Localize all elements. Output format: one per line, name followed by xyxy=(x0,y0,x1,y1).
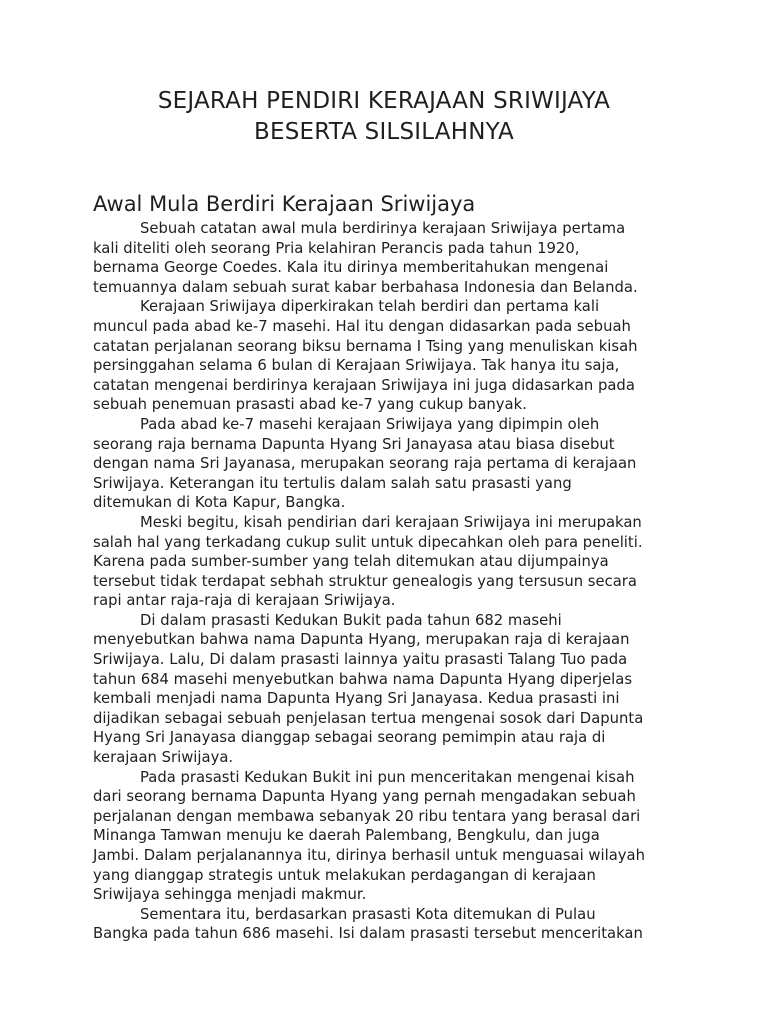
text-line: Sementara itu, berdasarkan prasasti Kota ditemukan di Pulau xyxy=(140,905,596,923)
text-line: Meski begitu, kisah pendirian dari kerajaan Sriwijaya ini merupakan xyxy=(140,513,642,531)
paragraph xyxy=(93,297,683,415)
document-title xyxy=(0,86,768,148)
text-line: Pada prasasti Kedukan Bukit ini pun menceritakan mengenai kisah xyxy=(140,768,635,786)
text-line: sebuah penemuan prasasti abad ke-7 yang cukup banyak. xyxy=(93,396,527,414)
text-line: kerajaan Sriwijaya. xyxy=(93,749,234,767)
text-line: Minanga Tamwan menuju ke daerah Palembang, Bengkulu, dan juga xyxy=(93,827,600,845)
text-line: tahun 684 masehi menyebutkan bahwa nama Dapunta Hyang diperjelas xyxy=(93,670,633,688)
text-line: Kerajaan Sriwijaya diperkirakan telah berdiri dan pertama kali xyxy=(140,298,600,316)
text-line: catatan perjalanan seorang biksu bernama I Tsing yang menuliskan kisah xyxy=(93,337,638,355)
text-line: yang dianggap strategis untuk melakukan perdagangan di kerajaan xyxy=(93,866,596,884)
text-line: Sebuah catatan awal mula berdirinya kerajaan Sriwijaya pertama xyxy=(140,220,626,237)
section-heading: Awal Mula Berdiri Kerajaan Sriwijaya xyxy=(93,192,476,216)
document-title-line: BESERTA SILSILAHNYA xyxy=(253,119,514,145)
document-title-line: SEJARAH PENDIRI KERAJAAN SRIWIJAYA xyxy=(157,88,611,114)
text-line: Karena pada sumber-sumber yang telah ditemukan atau dijumpainya xyxy=(93,553,609,571)
text-line: Hyang Sri Janayasa dianggap sebagai seorang pemimpin atau raja di xyxy=(93,729,606,747)
text-line: ditemukan di Kota Kapur, Bangka. xyxy=(93,494,346,512)
text-line: Pada abad ke-7 masehi kerajaan Sriwijaya yang dipimpin oleh xyxy=(140,415,600,433)
paragraph xyxy=(93,768,683,905)
text-line: Sriwijaya. Lalu, Di dalam prasasti lainnya yaitu prasasti Talang Tuo pada xyxy=(93,651,628,669)
text-line: menyebutkan bahwa nama Dapunta Hyang, merupakan raja di kerajaan xyxy=(93,631,630,649)
paragraph xyxy=(93,611,683,768)
paragraph xyxy=(93,415,683,513)
text-line: temuannya dalam sebuah surat kabar berbahasa Indonesia dan Belanda. xyxy=(93,278,638,296)
text-line: dari seorang bernama Dapunta Hyang yang pernah mengadakan sebuah xyxy=(93,788,636,806)
paragraph xyxy=(93,513,683,611)
text-line: rapi antar raja-raja di kerajaan Sriwijaya. xyxy=(93,592,396,610)
text-line: Bangka pada tahun 686 masehi. Isi dalam prasasti tersebut menceritakan xyxy=(93,925,643,943)
text-line: muncul pada abad ke-7 masehi. Hal itu dengan didasarkan pada sebuah xyxy=(93,317,631,335)
paragraph xyxy=(93,219,683,297)
text-line: dengan nama Sri Jayanasa, merupakan seorang raja pertama di kerajaan xyxy=(93,455,637,473)
text-line: kembali menjadi nama Dapunta Hyang Sri Janayasa. Kedua prasasti ini xyxy=(93,690,620,708)
text-line: kali diteliti oleh seorang Pria kelahiran Perancis pada tahun 1920, xyxy=(93,239,580,257)
text-line: seorang raja bernama Dapunta Hyang Sri Janayasa atau biasa disebut xyxy=(93,435,615,453)
text-line: persinggahan selama 6 bulan di Kerajaan Sriwijaya. Tak hanya itu saja, xyxy=(93,357,620,375)
text-line: perjalanan dengan membawa sebanyak 20 ribu tentara yang berasal dari xyxy=(93,807,641,825)
text-line: Jambi. Dalam perjalanannya itu, dirinya berhasil untuk menguasai wilayah xyxy=(93,847,646,864)
paragraph xyxy=(93,905,683,944)
text-line: catatan mengenai berdirinya kerajaan Sriwijaya ini juga didasarkan pada xyxy=(93,376,635,394)
text-line: Di dalam prasasti Kedukan Bukit pada tahun 682 masehi xyxy=(140,611,562,629)
text-line: bernama George Coedes. Kala itu dirinya memberitahukan mengenai xyxy=(93,259,609,277)
text-line: Sriwijaya. Keterangan itu tertulis dalam salah satu prasasti yang xyxy=(93,474,572,492)
text-line: Sriwijaya sehingga menjadi makmur. xyxy=(93,886,367,904)
text-line: tersebut tidak terdapat sebhah struktur genealogis yang tersusun secara xyxy=(93,572,637,590)
text-line: dijadikan sebagai sebuah penjelasan tertua mengenai sosok dari Dapunta xyxy=(93,709,644,727)
text-line: salah hal yang terkadang cukup sulit untuk dipecahkan oleh para peneliti. xyxy=(93,533,643,551)
body-text xyxy=(93,219,683,944)
